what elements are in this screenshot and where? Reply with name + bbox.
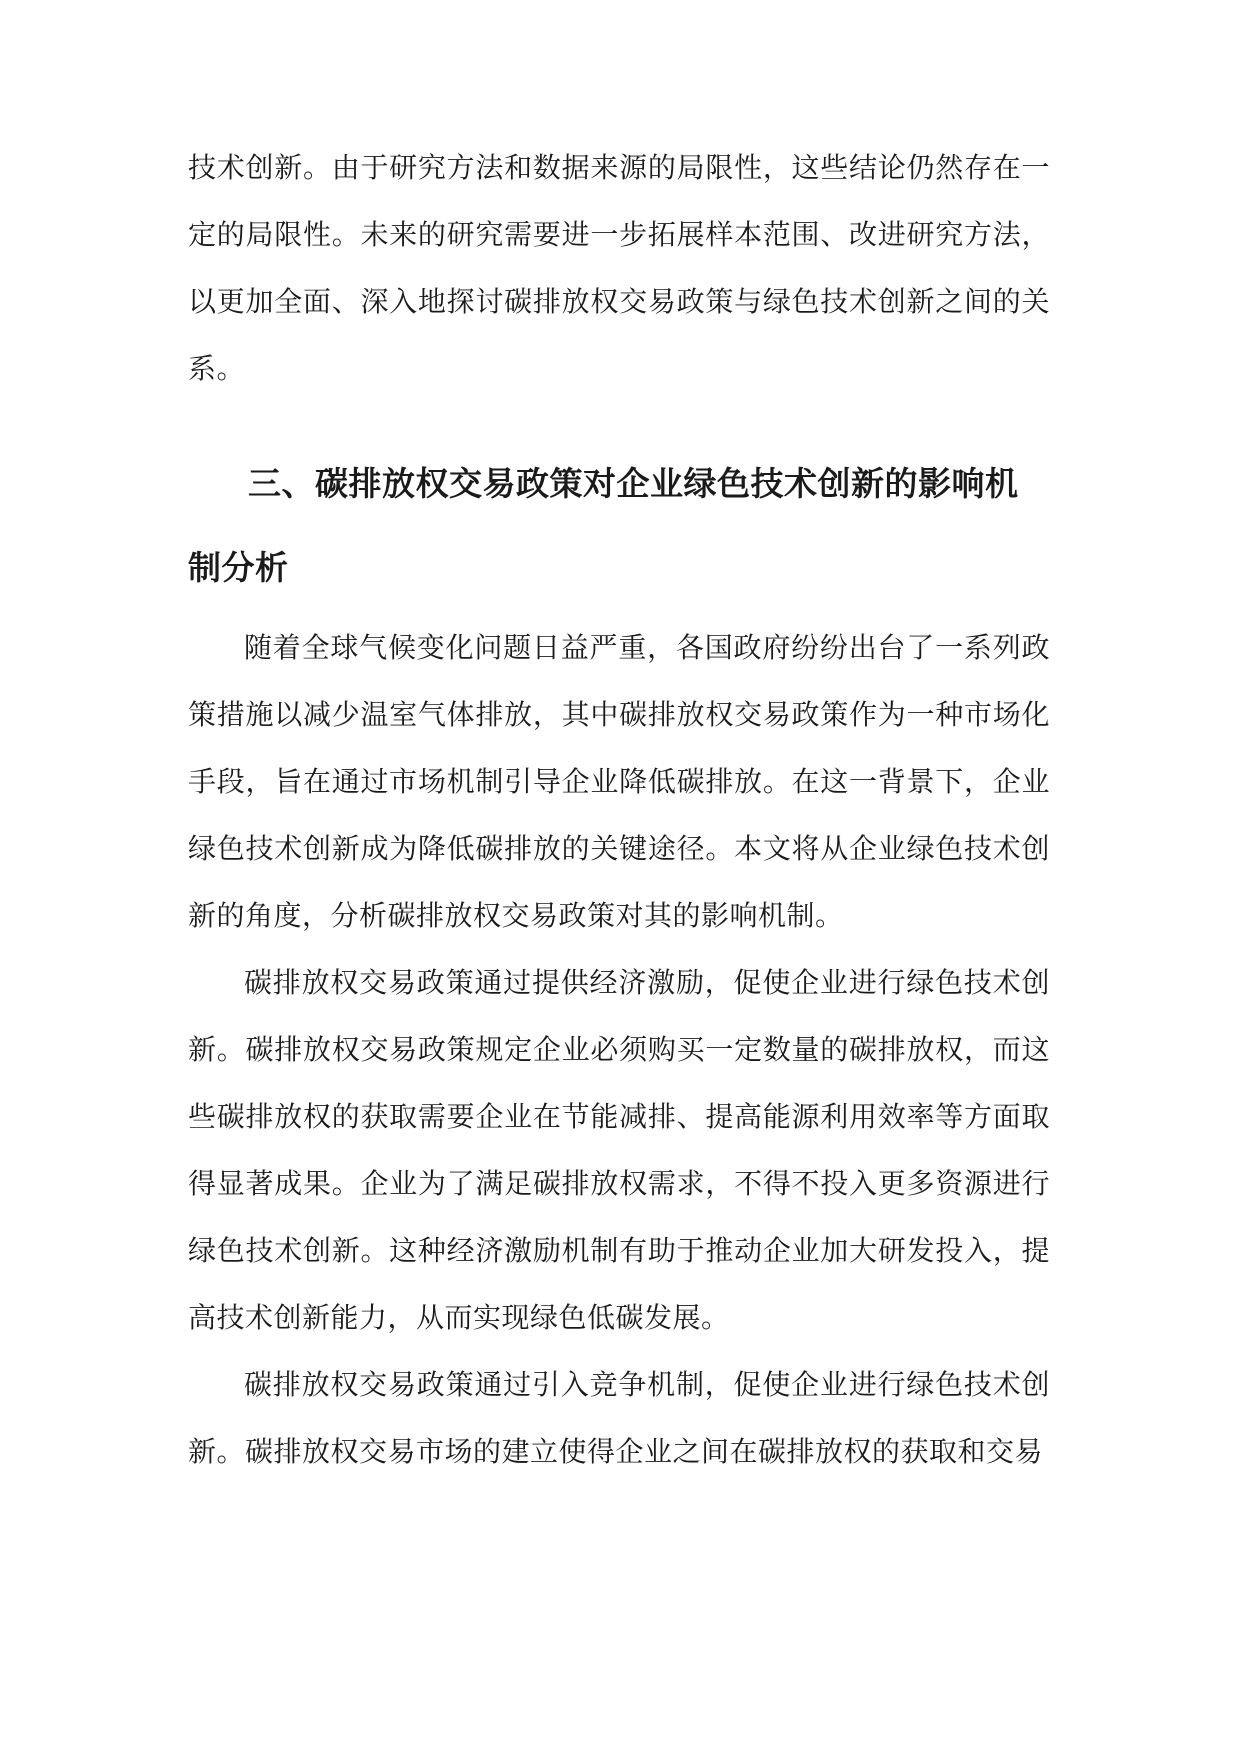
document-body xyxy=(188,134,1050,1485)
paragraph-continued: 技术创新。由于研究方法和数据来源的局限性，这些结论仍然存在一定的局限性。未来的研究需要进一步拓展样本范围、改进研究方法，以更加全面、深入地探讨碳排放权交易政策与绿色技术创新之间的关系。 xyxy=(188,151,1050,385)
paragraph-1: 随着全球气候变化问题日益严重，各国政府纷纷出台了一系列政策措施以减少温室气体排放，其中碳排放权交易政策作为一种市场化手段，旨在通过市场机制引导企业降低碳排放。在这一背景下，企业绿色技术创新成为降低碳排放的关键途径。本文将从企业绿色技术创新的角度，分析碳排放权交易政策对其的影响机制。 xyxy=(188,631,1050,932)
paragraph-2: 碳排放权交易政策通过提供经济激励，促使企业进行绿色技术创新。碳排放权交易政策规定企业必须购买一定数量的碳排放权，而这些碳排放权的获取需要企业在节能减排、提高能源利用效率等方面取得显著成果。企业为了满足碳排放权需求，不得不投入更多资源进行绿色技术创新。这种经济激励机制有助于推动企业加大研发投入，提高技术创新能力，从而实现绿色低碳发展。 xyxy=(188,966,1050,1334)
paragraph-3: 碳排放权交易政策通过引入竞争机制，促使企业进行绿色技术创新。碳排放权交易市场的建立使得企业之间在碳排放权的获取和交易 xyxy=(188,1368,1050,1468)
section-heading: 三、碳排放权交易政策对企业绿色技术创新的影响机制分析 xyxy=(188,464,1019,587)
